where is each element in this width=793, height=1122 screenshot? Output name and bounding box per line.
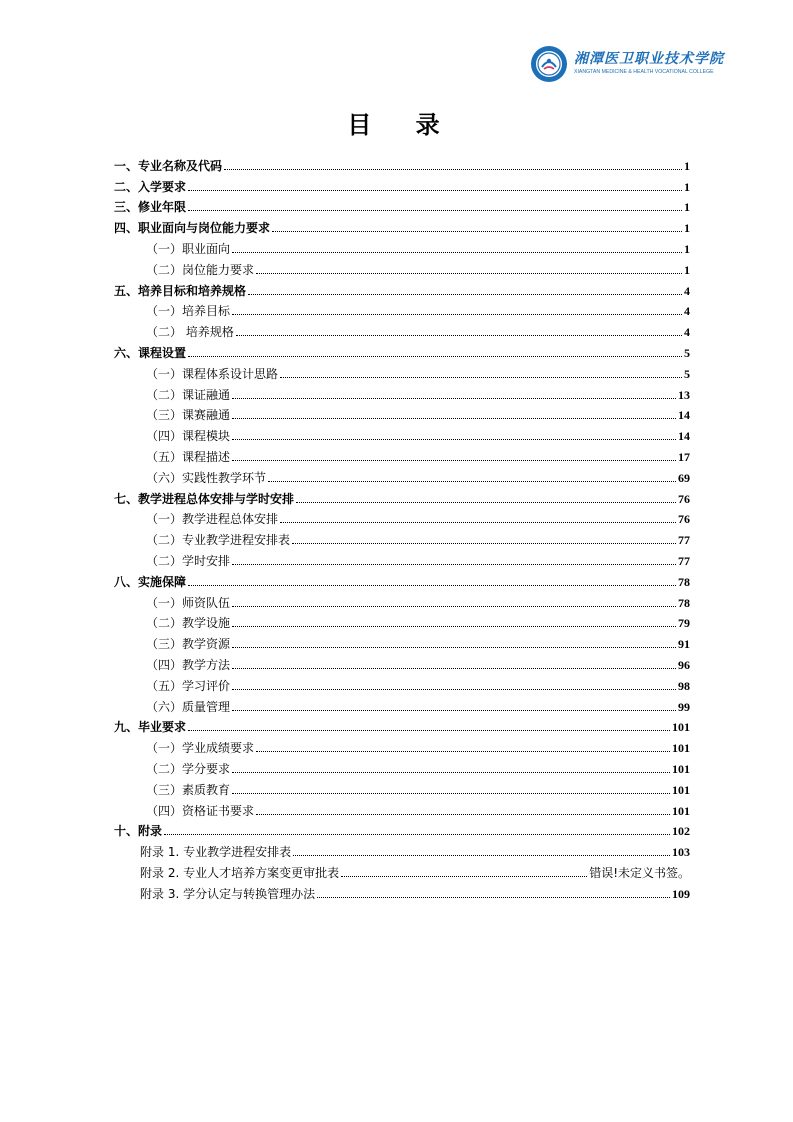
toc-entry-page: 101 xyxy=(672,782,690,797)
toc-entry[interactable] xyxy=(114,839,690,860)
toc-dot-leader xyxy=(224,169,682,170)
toc-dot-leader xyxy=(292,543,676,544)
toc-entry-page: 5 xyxy=(684,366,690,381)
toc-entry-label: （五）课程描述 xyxy=(146,449,231,464)
toc-entry[interactable] xyxy=(114,631,690,652)
toc-entry-page: 4 xyxy=(684,304,690,319)
college-name-cn: 湘潭医卫职业技术学院 xyxy=(574,51,724,67)
toc-dot-leader xyxy=(341,876,587,877)
toc-dot-leader xyxy=(188,585,676,586)
toc-entry-page: 78 xyxy=(678,595,690,610)
toc-entry-page: 101 xyxy=(672,761,690,776)
toc-dot-leader xyxy=(248,294,682,295)
toc-entry-page: 101 xyxy=(672,741,690,756)
toc-entry[interactable] xyxy=(114,340,690,361)
toc-dot-leader xyxy=(232,647,676,648)
toc-entry[interactable] xyxy=(114,694,690,715)
toc-entry-page: 77 xyxy=(678,533,690,548)
toc-entry-label: （一）课程体系设计思路 xyxy=(146,366,279,381)
toc-entry[interactable] xyxy=(114,798,690,819)
toc-entry-page: 96 xyxy=(678,657,690,672)
toc-dot-leader xyxy=(232,398,676,399)
toc-entry[interactable] xyxy=(114,299,690,320)
toc-entry[interactable] xyxy=(114,611,690,632)
toc-entry-label: （二）学时安排 xyxy=(146,553,231,568)
toc-entry-label: （二）教学设施 xyxy=(146,616,231,631)
toc-entry[interactable] xyxy=(114,423,690,444)
toc-entry[interactable] xyxy=(114,361,690,382)
toc-dot-leader xyxy=(232,252,682,253)
toc-entry[interactable] xyxy=(114,860,690,881)
toc-dot-leader xyxy=(232,793,670,794)
toc-entry-label: 四、职业面向与岗位能力要求 xyxy=(114,221,271,236)
toc-entry-label: （四）教学方法 xyxy=(146,657,231,672)
toc-entry-page: 78 xyxy=(678,574,690,589)
toc-entry[interactable] xyxy=(114,527,690,548)
toc-dot-leader xyxy=(272,231,682,232)
page-title: 目 录 xyxy=(347,111,458,139)
toc-entry-page: 69 xyxy=(678,470,690,485)
toc-entry[interactable] xyxy=(114,403,690,424)
toc-entry-label: 五、培养目标和培养规格 xyxy=(114,283,247,298)
college-name-en: XIANGTAN MEDICINE & HEALTH VOCATIONAL COLLEGE xyxy=(574,69,714,75)
toc-dot-leader xyxy=(164,834,670,835)
toc-dot-leader xyxy=(256,814,670,815)
toc-entry-page: 76 xyxy=(678,512,690,527)
toc-entry-label: （四）课程模块 xyxy=(146,429,231,444)
toc-entry-label: 十、附录 xyxy=(114,824,163,839)
toc-dot-leader xyxy=(188,210,682,211)
toc-entry-label: 一、专业名称及代码 xyxy=(114,158,223,173)
toc-entry[interactable] xyxy=(114,215,690,236)
toc-entry[interactable] xyxy=(114,777,690,798)
toc-entry-label: （四）资格证书要求 xyxy=(146,803,255,818)
toc-dot-leader xyxy=(232,710,676,711)
toc-entry-label: 附录 3. 学分认定与转换管理办法 xyxy=(140,886,316,901)
toc-dot-leader xyxy=(317,897,670,898)
toc-entry-label: 九、毕业要求 xyxy=(114,720,187,735)
toc-entry[interactable] xyxy=(114,715,690,736)
toc-entry[interactable] xyxy=(114,486,690,507)
toc-entry[interactable] xyxy=(114,153,690,174)
toc-entry-page: 17 xyxy=(678,449,690,464)
toc-entry-page: 14 xyxy=(678,429,690,444)
toc-entry[interactable] xyxy=(114,278,690,299)
toc-entry-page: 1 xyxy=(684,179,690,194)
college-logo xyxy=(530,45,724,85)
toc-entry-label: （一）培养目标 xyxy=(146,304,231,319)
toc-entry-label: （三）教学资源 xyxy=(146,637,231,652)
toc-entry-label: 六、课程设置 xyxy=(114,345,187,360)
toc-entry[interactable] xyxy=(114,756,690,777)
toc-entry-page: 13 xyxy=(678,387,690,402)
toc-entry-page: 101 xyxy=(672,803,690,818)
toc-entry-label: （三）课赛融通 xyxy=(146,408,231,423)
toc-entry-page: 5 xyxy=(684,345,690,360)
toc-dot-leader xyxy=(232,314,682,315)
toc-dot-leader xyxy=(293,855,670,856)
toc-entry[interactable] xyxy=(114,236,690,257)
toc-dot-leader xyxy=(256,273,682,274)
toc-entry-page: 1 xyxy=(684,158,690,173)
toc-entry-label: （二）学分要求 xyxy=(146,761,231,776)
toc-entry-page: 101 xyxy=(672,720,690,735)
toc-entry-page: 76 xyxy=(678,491,690,506)
toc-entry-label: 附录 2. 专业人才培养方案变更审批表 xyxy=(140,865,340,880)
toc-dot-leader xyxy=(232,668,676,669)
toc-entry-label: （三）素质教育 xyxy=(146,782,231,797)
toc-entry-label: 二、入学要求 xyxy=(114,179,187,194)
table-of-contents xyxy=(114,153,690,902)
toc-dot-leader xyxy=(256,751,670,752)
toc-entry[interactable] xyxy=(114,590,690,611)
toc-entry-label: （六）质量管理 xyxy=(146,699,231,714)
toc-dot-leader xyxy=(280,377,682,378)
toc-dot-leader xyxy=(236,335,682,336)
toc-entry[interactable] xyxy=(114,548,690,569)
toc-entry-label: 三、修业年限 xyxy=(114,200,187,215)
toc-entry-page: 14 xyxy=(678,408,690,423)
toc-entry-label: （二） 培养规格 xyxy=(146,325,234,340)
toc-entry[interactable] xyxy=(114,174,690,195)
toc-dot-leader xyxy=(232,626,676,627)
toc-entry-label: （一）教学进程总体安排 xyxy=(146,512,279,527)
toc-entry-label: （一）职业面向 xyxy=(146,241,231,256)
toc-dot-leader xyxy=(188,730,670,731)
toc-entry-label: （一）学业成绩要求 xyxy=(146,741,255,756)
toc-entry-page: 1 xyxy=(684,221,690,236)
toc-entry-page: 102 xyxy=(672,824,690,839)
toc-entry-label: （一）师资队伍 xyxy=(146,595,231,610)
toc-dot-leader xyxy=(280,522,676,523)
toc-entry-page: 1 xyxy=(684,262,690,277)
toc-entry-label: 附录 1. 专业教学进程安排表 xyxy=(140,845,292,860)
toc-entry-page: 109 xyxy=(672,886,690,901)
toc-entry[interactable] xyxy=(114,673,690,694)
toc-entry-page: 1 xyxy=(684,200,690,215)
toc-dot-leader xyxy=(232,689,676,690)
toc-entry-page: 91 xyxy=(678,637,690,652)
toc-entry-page: 错误!未定义书签。 xyxy=(589,865,690,880)
toc-dot-leader xyxy=(188,356,682,357)
toc-entry-page: 4 xyxy=(684,283,690,298)
toc-entry-page: 4 xyxy=(684,325,690,340)
toc-entry-label: 七、教学进程总体安排与学时安排 xyxy=(114,491,295,506)
toc-dot-leader xyxy=(232,460,676,461)
toc-dot-leader xyxy=(232,439,676,440)
toc-dot-leader xyxy=(232,418,676,419)
toc-entry[interactable] xyxy=(114,819,690,840)
toc-entry[interactable] xyxy=(114,569,690,590)
toc-entry-page: 98 xyxy=(678,678,690,693)
toc-entry-page: 1 xyxy=(684,241,690,256)
toc-entry[interactable] xyxy=(114,195,690,216)
toc-entry-label: （二）岗位能力要求 xyxy=(146,262,255,277)
toc-dot-leader xyxy=(188,190,682,191)
toc-entry[interactable] xyxy=(114,507,690,528)
toc-entry[interactable] xyxy=(114,465,690,486)
toc-entry-label: （六）实践性教学环节 xyxy=(146,470,267,485)
toc-dot-leader xyxy=(296,502,676,503)
toc-entry[interactable] xyxy=(114,444,690,465)
toc-entry[interactable] xyxy=(114,319,690,340)
college-emblem-icon xyxy=(530,45,568,83)
toc-dot-leader xyxy=(232,606,676,607)
toc-entry-label: 八、实施保障 xyxy=(114,574,187,589)
toc-dot-leader xyxy=(232,564,676,565)
toc-entry-page: 99 xyxy=(678,699,690,714)
toc-entry[interactable] xyxy=(114,257,690,278)
toc-entry-page: 103 xyxy=(672,845,690,860)
toc-entry-label: （二）课证融通 xyxy=(146,387,231,402)
toc-entry-label: （五）学习评价 xyxy=(146,678,231,693)
toc-dot-leader xyxy=(268,481,676,482)
toc-entry[interactable] xyxy=(114,652,690,673)
toc-entry[interactable] xyxy=(114,382,690,403)
toc-entry-label: （二）专业教学进程安排表 xyxy=(146,533,291,548)
toc-entry[interactable] xyxy=(114,881,690,902)
toc-entry-page: 77 xyxy=(678,553,690,568)
toc-entry[interactable] xyxy=(114,735,690,756)
toc-dot-leader xyxy=(232,772,670,773)
toc-entry-page: 79 xyxy=(678,616,690,631)
